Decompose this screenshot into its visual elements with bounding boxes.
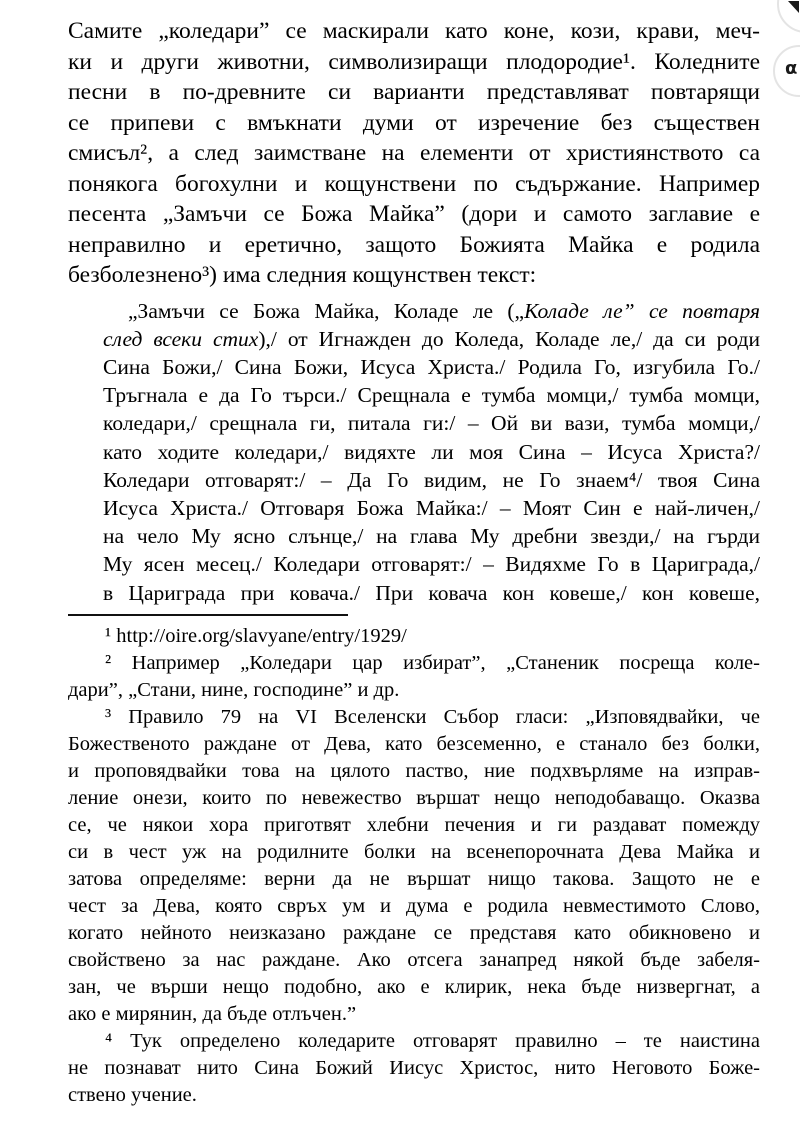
text-line: свойствено за нас раждане. Ако отсега занапред някой бъде забеля- [68,948,760,971]
song-quote-block [103,297,760,607]
text-line: ки и други животни, символизиращи плодородие¹. Коледните [68,48,760,75]
footnote-separator [68,614,348,616]
alpha-icon: α [785,58,798,79]
text-line: зан, че върши нещо подобно, ако е клирик, нека бъде низвергнат, а [68,975,760,998]
text-line: дари”, „Стани, нине, господине” и др. [68,678,400,701]
text-line: Самите „коледари” се маскирали като коне, кози, крави, меч- [68,18,760,44]
text-line: си в чест уж на родилните болки на всенепорочната Дева Майка и [68,840,760,863]
text-line: Исуса Христа./ Отговаря Божа Майка:/ – Моят Син е най-личен,/ [103,495,760,520]
text-line: не познават нито Сина Божий Иисус Христос, нито Неговото Боже- [68,1056,760,1079]
main-paragraph [68,16,760,291]
text-line: понякога богохулни и кощунствени по съдържание. Например [68,170,760,197]
text-line: ³ Правило 79 на VI Вселенски Събор гласи: „Изповядвайки, че [105,705,760,728]
text-line: като ходите коледари,/ видяхте ли моя Сина – Исуса Христа?/ [103,439,760,464]
text-line: на чело Му ясно слънце,/ на глава Му дребни звезди,/ на гърди [103,524,760,549]
footnote [68,650,760,704]
footnotes [68,623,760,1109]
footnote [68,623,760,650]
font-settings-button[interactable] [773,45,800,97]
text-line: и проповядвайки това на цялото паство, ние подхвърляме на изправ- [68,759,760,782]
text-line: Тръгнала е да Го търси./ Срещнала е тумба момци,/ тумба момци, [103,383,760,408]
text-line: ствено учение. [68,1083,197,1106]
text-line: коледари,/ срещнала ги, питала ги:/ – Ой ви вази, тумба момци,/ [103,411,760,436]
text-line: песни в по-древните си варианти представляват повтарящи [68,79,760,105]
text-line: когато нейното неизказано раждане се представя като обикновено и [68,921,760,944]
text-line: се, че някои хора приготвят хлебни печения и ги раздават помежду [68,813,760,836]
text-line: в Цариграда при ковача./ При ковача кон ковеше,/ кон ковеше, [103,580,760,605]
text-line: неправилно и еретично, защото Божията Майка е родила [68,231,760,258]
footnote [68,1028,760,1109]
text-line: ление онези, които по невежество вършат нещо неподобаващо. Оказва [68,786,760,809]
text-line: Му ясен месец./ Коледари отговарят:/ – Видяхме Го в Цариграда,/ [103,552,760,577]
corner-triangle-icon [787,1,800,15]
text-line: ⁴ Тук определено коледарите отговарят правилно – те наистина [105,1029,760,1052]
text-line: Божественото раждане от Дева, като безсеменно, е станало без болки, [68,732,760,755]
floating-action-button-top[interactable] [777,0,800,33]
text-line: затова определяме: верни да не вършат нищо такова. Защото не е [68,867,760,890]
text-line: безболезнено³) има следния кощунствен текст: [68,262,537,288]
text-line: смисъл², а след заимстване на елементи от християнството са [68,140,760,166]
text-line: ² Например „Коледари цар избират”, „Станеник посреща коле- [105,651,760,674]
text-line: Коледари отговарят:/ – Да Го видим, не Го знаем⁴/ твоя Сина [103,467,760,492]
text-line: се припеви с вмъкнати думи от изречение без съществен [68,109,760,136]
text-line: след всеки стих),/ от Игнажден до Коледа, Коладе ле,/ да си роди [103,326,761,351]
text-line: чест за Дева, която свръх ум и дума е родила невместимото Слово, [68,894,760,917]
text-line: „Замъчи се Божа Майка, Коладе ле („Коладе ле” се повтаря [128,298,760,323]
text-line: песента „Замъчи се Божа Майка” (дори и самото заглавие е [68,201,760,227]
text-line: Сина Божи,/ Сина Божи, Исуса Христа./ Родила Го, изгубила Го./ [103,354,760,379]
text-column [68,16,760,1109]
text-line: ¹ http://oire.org/slavyane/entry/1929/ [105,624,407,647]
footnote [68,704,760,1028]
text-line: ако е мирянин, да бъде отлъчен.” [68,1002,357,1025]
